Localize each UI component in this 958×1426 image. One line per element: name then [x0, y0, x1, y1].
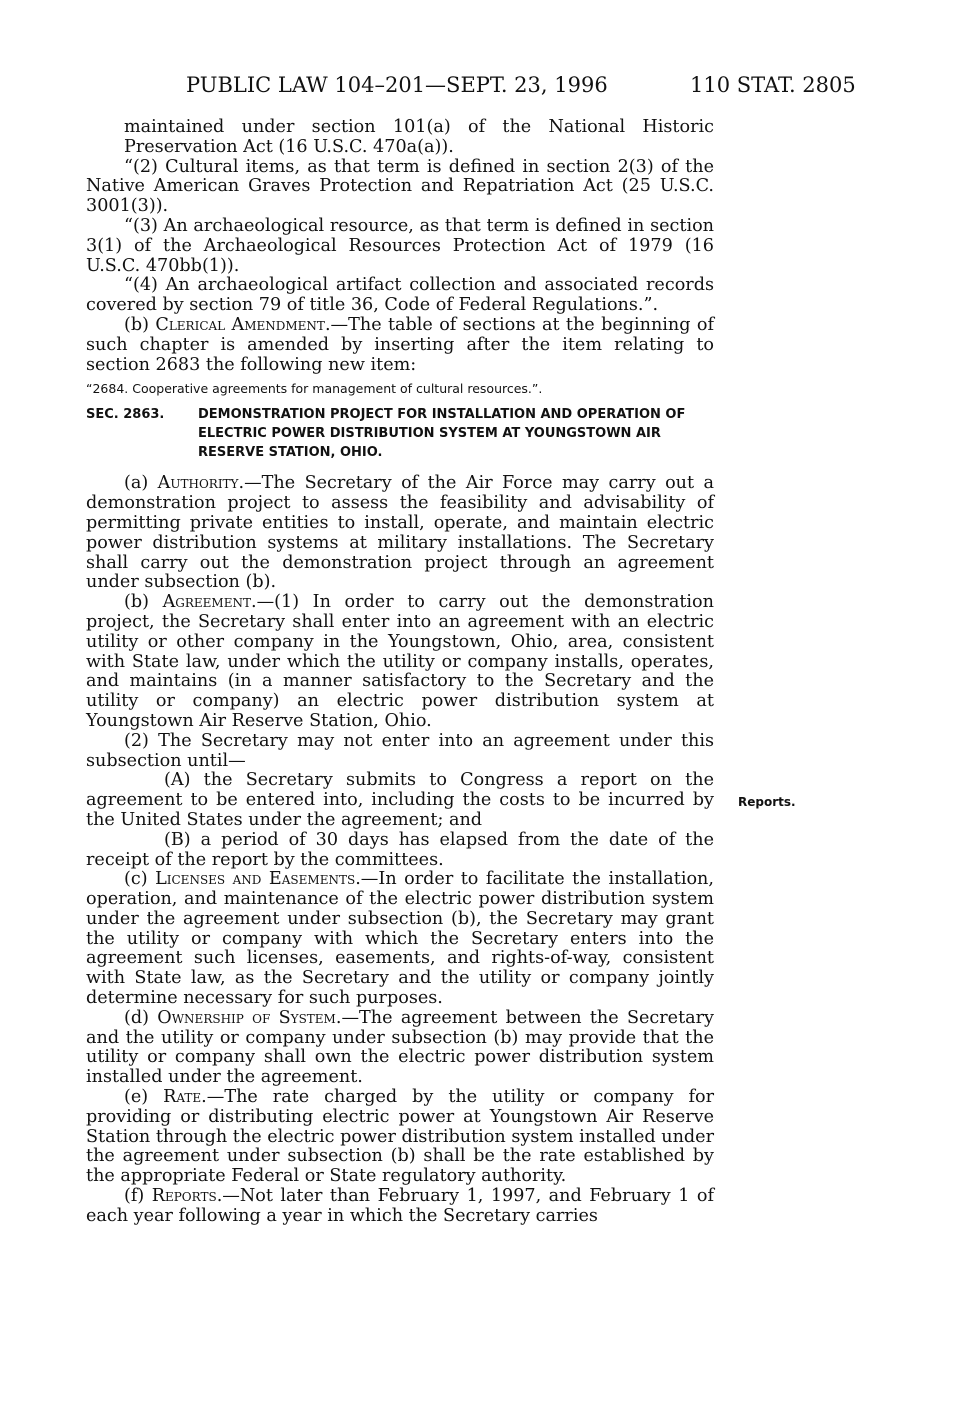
- subsection-heading: Rate: [163, 1087, 202, 1108]
- paragraph-ownership: (d) Ownership of System.—The agreement between the Secretary and the utility or company under subsection (b) may provide that the utility or company shall own the electric power distribution system installed under the agreement.: [86, 1007, 715, 1088]
- paragraph-agreement-A: (A) the Secretary submits to Congress a report on the agreement to be entered into, including the costs to be incurred by the United States under the agreement; and: [86, 770, 714, 830]
- paragraph-cultural-items: “(2) Cultural items, as that term is defined in section 2(3) of the Native American Graves Protection and Repatriation Act (25 U.S.C. 3001(3)).: [86, 156, 714, 217]
- paragraph-licenses: (c) Licenses and Easements.—In order to facilitate the installation, operation, and maintenance of the electric power distribution system under the agreement under subsection (b), the Secretary may grant the utility or company with which the Secretary enters into the agreement such licenses, easements, and rights-of-way, consistent with State law, as the Secretary and the utility or company jointly determine necessary for such purposes.: [86, 869, 714, 1009]
- subsection-heading: Agreement: [162, 592, 251, 613]
- paragraph-continuation: maintained under section 101(a) of the National Historic Preservation Act (16 U.S.C. 470a(a)).: [124, 117, 714, 157]
- paragraph-archaeological-resource: “(3) An archaeological resource, as that term is defined in section 3(1) of the Archaeological Resources Protection Act of 1979 (16 U.S.C. 470bb(1)).: [86, 215, 714, 276]
- running-title: PUBLIC LAW 104–201—SEPT. 23, 1996: [186, 73, 608, 97]
- paragraph-agreement-B: (B) a period of 30 days has elapsed from the date of the receipt of the report by the committees.: [86, 829, 714, 870]
- paragraph-authority: (a) Authority.—The Secretary of the Air Force may carry out a demonstration project to assess the feasibility and advisability of permitting private entities to install, operate, and maintain electric power distribution systems at military installations. The Secretary shall carry out the demonstration project through an agreement under subsection (b).: [86, 473, 714, 593]
- section-number: SEC. 2863.: [86, 407, 165, 423]
- paragraph-artifact-collection: “(4) An archaeological artifact collection and associated records covered by section 79 of title 36, Code of Federal Regulations.”.: [86, 275, 714, 316]
- subsection-heading: Clerical Amendment: [155, 314, 325, 335]
- paragraph-rate: (e) Rate.—The rate charged by the utility or company for providing or distributing electric power at Youngstown Air Reserve Station through the electric power distribution system installed under the agreement under subsection (b) shall be the rate established by the appropriate Federal or State regulatory authority.: [86, 1087, 714, 1187]
- section-title: DEMONSTRATION PROJECT FOR INSTALLATION AND OPERATION OF ELECTRIC POWER DISTRIBUTION SYSTEM AT YOUNGSTOWN AIR RESERVE STATION, OHIO.: [198, 407, 686, 461]
- section-heading: [86, 405, 714, 462]
- paragraph-agreement: (b) Agreement.—(1) In order to carry out the demonstration project, the Secretary shall enter into an agreement with an electric utility or other company in the Youngstown, Ohio, area, consistent with State law, under which the utility or company installs, operates, and maintains (in a manner satisfactory to the Secretary and the utility or company) an electric power distribution system at Youngstown Air Reserve Station, Ohio.: [86, 592, 714, 731]
- subsection-heading: Reports: [151, 1186, 217, 1207]
- subsection-heading: Licenses and Easements: [155, 869, 356, 890]
- paragraph-clerical-amendment: (b) Clerical Amendment.—The table of sections at the beginning of such chapter is amended by inserting after the item relating to section 2683 the following new item:: [86, 314, 714, 375]
- page-reference: 110 STAT. 2805: [690, 73, 856, 97]
- subsection-heading: Ownership of System: [157, 1007, 336, 1028]
- margin-note-reports: Reports.: [738, 795, 796, 809]
- page-header: [0, 70, 958, 100]
- paragraph-agreement-2: (2) The Secretary may not enter into an agreement under this subsection until—: [86, 730, 714, 771]
- table-of-sections-item: “2684. Cooperative agreements for management of cultural resources.”.: [86, 381, 543, 397]
- body-text: [86, 118, 714, 1227]
- subsection-heading: Authority: [157, 473, 239, 494]
- paragraph-reports: (f) Reports.—Not later than February 1, 1997, and February 1 of each year following a year in which the Secretary carries: [86, 1186, 714, 1226]
